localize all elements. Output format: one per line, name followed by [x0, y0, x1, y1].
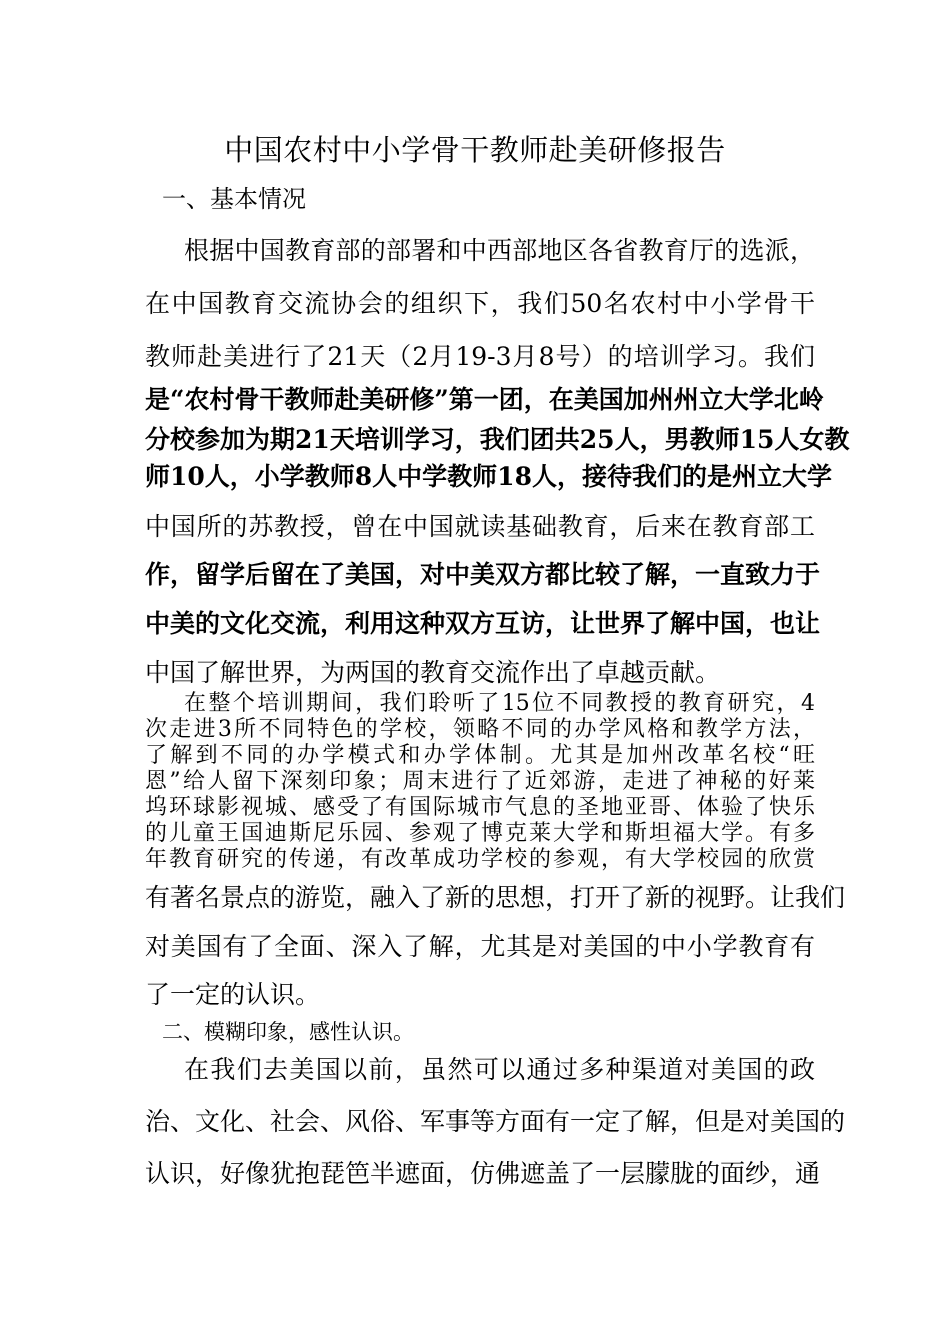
paragraph-line: 年教育研究的传递，有改革成功学校的参观，有大学校园的欣赏	[145, 847, 815, 872]
paragraph-line: 有著名景点的游览，融入了新的思想，打开了新的视野。让我们	[145, 883, 846, 912]
paragraph-line: 作，留学后留在了美国，对中美双方都比较了解，一直致力于	[145, 560, 821, 589]
paragraph-line: 是“农村骨干教师赴美研修”第一团，在美国加州州立大学北岭	[145, 385, 824, 414]
paragraph-line: 中美的文化交流，利用这种双方互访，让世界了解中国，也让	[145, 609, 821, 638]
paragraph-line: 在中国教育交流协会的组织下，我们50名农村中小学骨干	[145, 289, 815, 318]
paragraph-line: 根据中国教育部的部署和中西部地区各省教育厅的选派，	[184, 236, 815, 265]
paragraph-line: 次走进3所不同特色的学校，领略不同的办学风格和教学方法，	[145, 717, 815, 742]
paragraph-line: 了解到不同的办学模式和办学体制。尤其是加州改革名校“旺	[145, 743, 815, 768]
paragraph-line: 中国所的苏教授，曾在中国就读基础教育，后来在教育部工	[145, 512, 815, 541]
paragraph-line: 认识，好像犹抱琵笆半遮面，仿佛遮盖了一层朦胧的面纱，通	[145, 1159, 821, 1188]
paragraph-line: 治、文化、社会、风俗、军事等方面有一定了解，但是对美国的	[145, 1107, 846, 1136]
paragraph-line: 分校参加为期21天培训学习，我们团共25人，男教师15人女教	[145, 425, 850, 454]
paragraph-line: 恩”给人留下深刻印象；周末进行了近郊游，走进了神秘的好莱	[145, 769, 815, 794]
paragraph-line: 在我们去美国以前，虽然可以通过多种渠道对美国的政	[184, 1055, 815, 1084]
paragraph-line: 师10人，小学教师8人中学教师18人，接待我们的是州立大学	[145, 462, 832, 491]
paragraph-line: 对美国有了全面、深入了解，尤其是对美国的中小学教育有	[145, 932, 815, 961]
paragraph-line: 坞环球影视城、感受了有国际城市气息的圣地亚哥、体验了快乐	[145, 795, 815, 820]
paragraph-line: 中国了解世界，为两国的教育交流作出了卓越贡献。	[145, 658, 721, 687]
paragraph-line: 在整个培训期间，我们聆听了15位不同教授的教育研究，4	[184, 691, 815, 716]
paragraph-line: 教师赴美进行了21天（2月19-3月8号）的培训学习。我们	[145, 342, 815, 371]
section-heading-impressions: 二、模糊印象，感性认识。	[162, 1020, 414, 1044]
section-heading-basic-info: 一、基本情况	[162, 185, 306, 213]
document-title: 中国农村中小学骨干教师赴美研修报告	[224, 133, 726, 167]
paragraph-line: 的儿童王国迪斯尼乐园、参观了博克莱大学和斯坦福大学。有多	[145, 821, 815, 846]
paragraph-line: 了一定的认识。	[145, 980, 321, 1009]
